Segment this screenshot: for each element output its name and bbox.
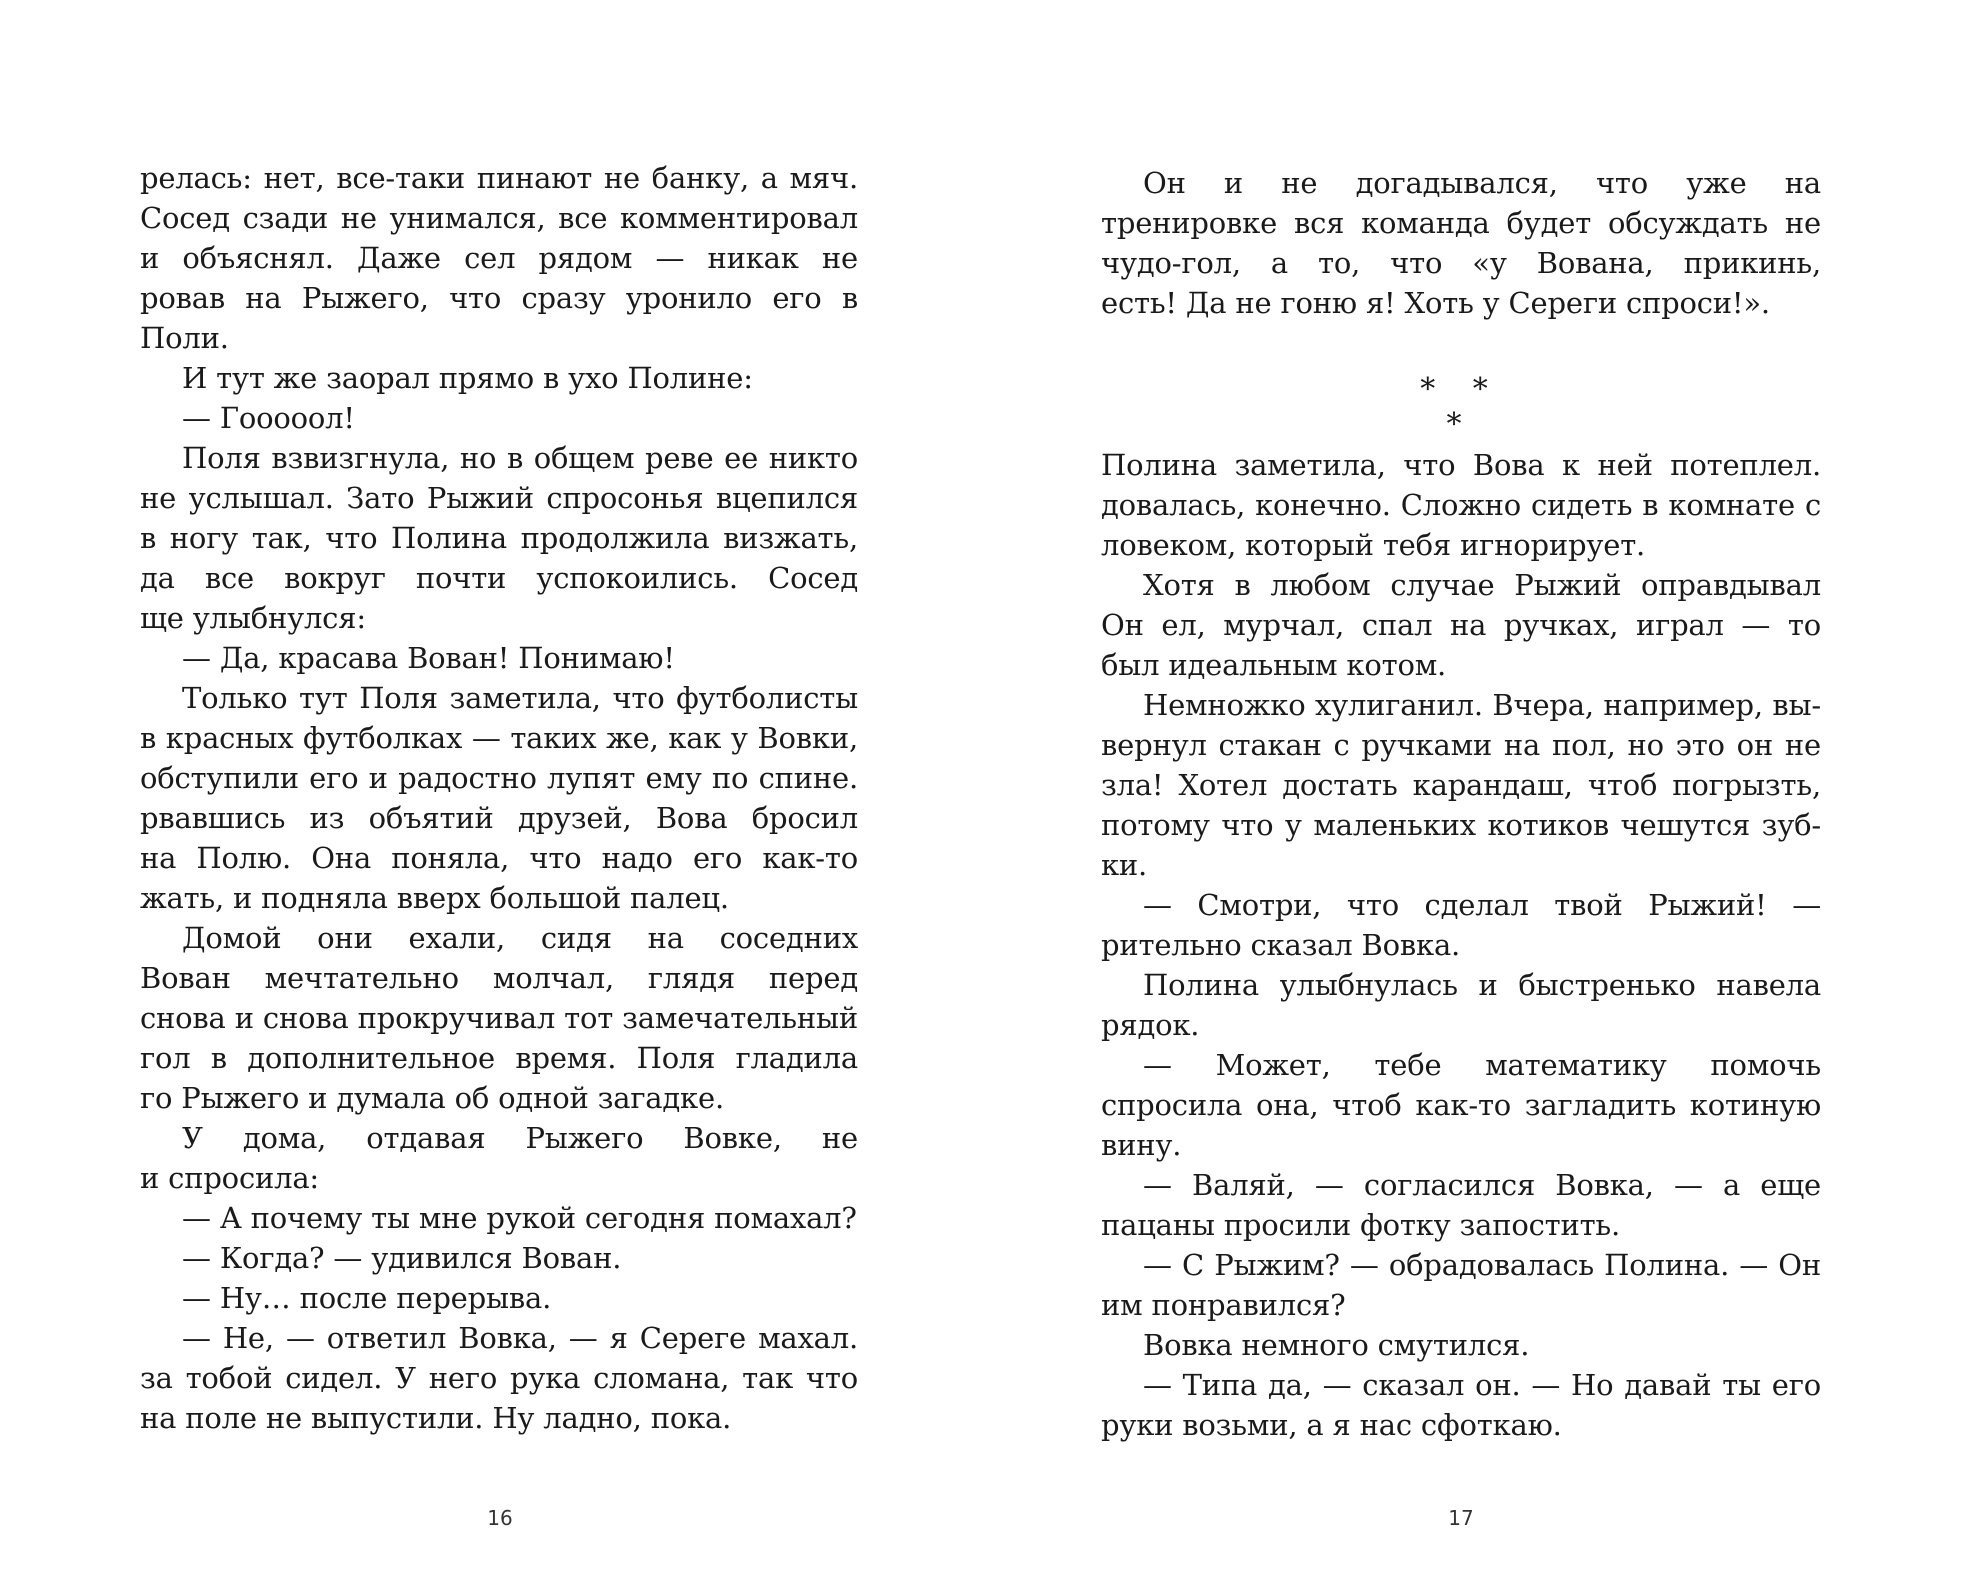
left-line-27: — А почему ты мне рукой сегодня помахал? — [182, 1201, 857, 1235]
left-line-17: рвавшись из объятий друзей, Вова бросил — [140, 801, 858, 835]
right-line-22: вину. — [1101, 1128, 1182, 1162]
left-line-4: ровав на Рыжего, что сразу уронило его в — [140, 281, 858, 315]
right-line-3: чудо-гол, а то, что «у Вована, прикинь, — [1101, 246, 1821, 280]
left-line-12: ще улыбнулся: — [140, 601, 366, 635]
left-line-19: жать, и подняла вверх большой палец. — [140, 881, 729, 915]
right-line-5: Полина заметила, что Вова к ней потеплел. — [1101, 448, 1821, 482]
right-line-23: — Валяй, — согласился Вовка, — а еще — [1143, 1168, 1821, 1202]
left-line-31: за тобой сидел. У него рука сломана, так что — [140, 1361, 858, 1395]
right-line-1: Он и не догадывался, что уже на — [1143, 166, 1821, 200]
left-line-13: — Да, красава Вован! Понимаю! — [182, 641, 675, 675]
left-line-15: в красных футболках — таких же, как у Вовки, — [140, 721, 858, 755]
right-page — [987, 0, 1974, 1571]
page-number-right: 17 — [1448, 1506, 1474, 1530]
right-line-18: Полина улыбнулась и быстренько навела — [1143, 968, 1821, 1002]
right-line-26: им понравился? — [1101, 1288, 1346, 1322]
left-line-3: и объяснял. Даже сел рядом — никак не — [140, 241, 858, 275]
right-line-29: руки возьми, а я нас сфоткаю. — [1101, 1408, 1562, 1442]
right-line-24: пацаны просили фотку запостить. — [1101, 1208, 1621, 1242]
right-line-15: ки. — [1101, 848, 1148, 882]
section-separator: * * * — [1420, 372, 1502, 442]
left-line-22: снова и снова прокручивал тот замечательный — [140, 1001, 858, 1035]
right-line-8: Хотя в любом случае Рыжий оправдывал — [1143, 568, 1821, 602]
right-line-19: рядок. — [1101, 1008, 1200, 1042]
left-line-23: гол в дополнительное время. Поля гладила — [140, 1041, 858, 1075]
left-line-8: Поля взвизгнула, но в общем реве ее никто — [182, 441, 858, 475]
left-line-20: Домой они ехали, сидя на соседних — [182, 921, 858, 955]
right-line-7: ловеком, который тебя игнорирует. — [1101, 528, 1646, 562]
right-line-10: был идеальным котом. — [1101, 648, 1447, 682]
left-line-9: не услышал. Зато Рыжий спросонья вцепился — [140, 481, 858, 515]
right-line-20: — Может, тебе математику помочь — [1143, 1048, 1821, 1082]
left-line-10: в ногу так, что Полина продолжила визжать, — [140, 521, 858, 555]
left-line-28: — Когда? — удивился Вован. — [182, 1241, 622, 1275]
left-line-6: И тут же заорал прямо в ухо Полине: — [182, 361, 753, 395]
right-line-27: Вовка немного смутился. — [1143, 1328, 1530, 1362]
right-line-16: — Смотри, что сделал твой Рыжий! — — [1143, 888, 1821, 922]
left-line-16: обступили его и радостно лупят ему по спине. — [140, 761, 858, 795]
left-line-25: У дома, отдавая Рыжего Вовке, не — [182, 1121, 858, 1155]
left-line-30: — Не, — ответил Вовка, — я Сереге махал. — [182, 1321, 858, 1355]
left-line-21: Вован мечтательно молчал, глядя перед — [140, 961, 858, 995]
right-line-9: Он ел, мурчал, спал на ручках, играл — то — [1101, 608, 1821, 642]
right-line-6: довалась, конечно. Сложно сидеть в комнате с — [1101, 488, 1821, 522]
left-line-1: релась: нет, все-таки пинают не банку, а мяч. — [140, 161, 858, 195]
left-line-29: — Ну… после перерыва. — [182, 1281, 552, 1315]
right-line-13: зла! Хотел достать карандаш, чтоб погрызть, — [1101, 768, 1821, 802]
left-line-7: — Гооооол! — [182, 401, 355, 435]
right-line-17: рительно сказал Вовка. — [1101, 928, 1461, 962]
right-line-14: потому что у маленьких котиков чешутся зуб- — [1101, 808, 1821, 842]
page-number-left: 16 — [487, 1506, 513, 1530]
left-line-24: го Рыжего и думала об одной загадке. — [140, 1081, 724, 1115]
left-line-11: да все вокруг почти успокоились. Сосед — [140, 561, 858, 595]
right-line-12: вернул стакан с ручками на пол, но это он не — [1101, 728, 1821, 762]
left-line-5: Поли. — [140, 321, 229, 355]
left-line-18: на Полю. Она поняла, что надо его как-то — [140, 841, 858, 875]
left-line-14: Только тут Поля заметила, что футболисты — [182, 681, 858, 715]
right-line-2: тренировке вся команда будет обсуждать не — [1101, 206, 1821, 240]
right-line-11: Немножко хулиганил. Вчера, например, вы- — [1143, 688, 1821, 722]
left-line-32: на поле не выпустили. Ну ладно, пока. — [140, 1401, 732, 1435]
right-line-4: есть! Да не гоню я! Хоть у Сереги спроси!». — [1101, 286, 1770, 320]
left-line-26: и спросила: — [140, 1161, 319, 1195]
left-line-2: Сосед сзади не унимался, все комментировал — [140, 201, 858, 235]
right-line-21: спросила она, чтоб как-то загладить котиную — [1101, 1088, 1821, 1122]
right-line-28: — Типа да, — сказал он. — Но давай ты его — [1143, 1368, 1821, 1402]
right-line-25: — С Рыжим? — обрадовалась Полина. — Он — [1143, 1248, 1821, 1282]
